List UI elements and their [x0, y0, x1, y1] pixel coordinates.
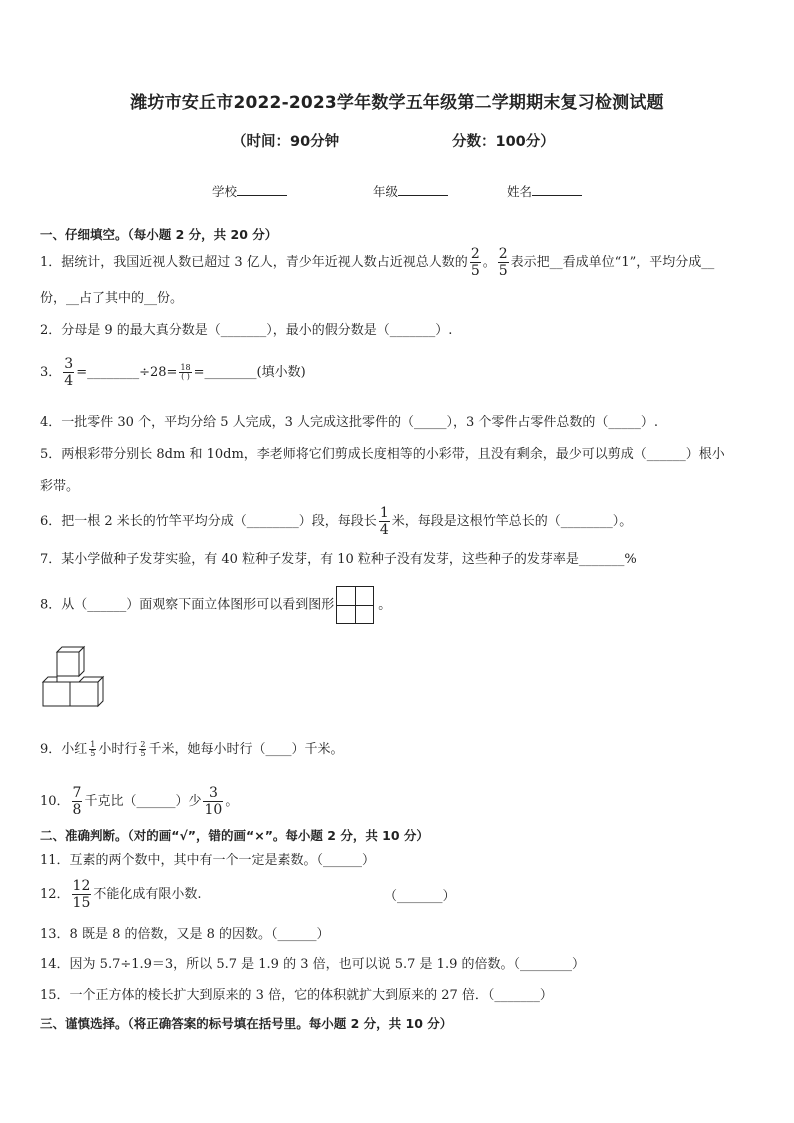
section-1-heading: 一、仔细填空。（每小题 2 分，共 20 分）: [40, 227, 278, 242]
exam-time: （时间：90分钟: [232, 134, 340, 150]
grade-label: 年级: [373, 184, 399, 199]
question-3: 3． $\frac{3}{4}$ =________÷28= $\frac{18}{( )}$ =________(填小数): [40, 356, 306, 389]
page-title: 潍坊市安丘市2022-2023学年数学五年级第二学期期末复习检测试题: [130, 93, 664, 113]
question-5-line2: 彩带。: [40, 479, 80, 494]
cube-face: [79, 647, 84, 676]
cube-face: [98, 677, 103, 706]
fraction-small: $\frac{18}{( )}$: [180, 363, 191, 381]
question-5: 5．两根彩带分别长 8dm 和 10dm，李老师将它们剪成长度相等的小彩带，且没有剩余，最少可以剪成（______）根小: [40, 447, 725, 462]
cube-face: [43, 682, 70, 706]
school-field[interactable]: [212, 182, 287, 200]
fraction: $\frac{3}{10}$: [204, 785, 223, 818]
question-1-line2: 份，__占了其中的__份。: [40, 291, 184, 306]
name-blank[interactable]: [532, 182, 582, 196]
question-1: 1．据统计，我国近视人数已超过 3 亿人，青少年近视人数占近视总人数的 $\frac{2}{5}$ 。 $\frac{2}{5}$ 表示把__看成单位“1”，平均分成__: [40, 246, 715, 279]
fraction: $\frac{3}{4}$: [64, 356, 74, 389]
question-6: 6．把一根 2 米长的竹竿平均分成（________）段，每段长 $\frac{1}{4}$ 米，每段是这根竹竿总长的（________）。: [40, 505, 633, 538]
question-2: 2．分母是 9 的最大真分数是（_______），最小的假分数是（_______）.: [40, 323, 453, 338]
question-12-answer: （_______）: [384, 889, 456, 904]
question-10: 10． $\frac{7}{8}$ 千克比（______）少 $\frac{3}{10}$ 。: [40, 785, 239, 818]
exam-score: 分数：100分）: [452, 134, 555, 150]
question-14: 14．因为 5.7÷1.9＝3，所以 5.7 是 1.9 的 3 倍，也可以说 5.7 是 1.9 的倍数。（________）: [40, 957, 585, 972]
cube-face: [70, 682, 98, 706]
name-field[interactable]: [507, 182, 582, 200]
fraction: $\frac{2}{5}$: [498, 246, 508, 279]
cube-face: [43, 677, 57, 682]
school-label: 学校: [212, 184, 238, 199]
fraction-small: $\frac{1}{5}$: [90, 740, 96, 758]
question-4: 4．一批零件 30 个，平均分给 5 人完成，3 人完成这批零件的（_____），3 个零件占零件总数的（_____）.: [40, 415, 659, 430]
name-label: 姓名: [507, 184, 533, 199]
question-7: 7．某小学做种子发芽实验，有 40 粒种子发芽，有 10 粒种子没有发芽，这些种子的发芽率是_______%: [40, 552, 637, 567]
fraction: $\frac{1}{4}$: [379, 505, 389, 538]
cube-face: [57, 652, 79, 676]
question-15: 15．一个正方体的棱长扩大到原来的 3 倍，它的体积就扩大到原来的 27 倍．（_______）: [40, 988, 553, 1003]
grade-blank[interactable]: [398, 182, 448, 196]
fraction-small: $\frac{2}{5}$: [140, 740, 146, 758]
question-8: 8．从（______）面观察下面立体图形可以看到图形 。: [40, 586, 391, 624]
grade-field[interactable]: [373, 182, 448, 200]
question-12: 12． $\frac{12}{15}$ 不能化成有限小数.: [40, 878, 202, 911]
two-by-two-grid-figure: [336, 586, 374, 624]
question-9: 9．小红 $\frac{1}{5}$ 小时行 $\frac{2}{5}$ 千米，她每小时行（____）千米。: [40, 740, 344, 758]
question-13: 13．8 既是 8 的倍数，又是 8 的因数。（______）: [40, 927, 330, 942]
fraction: $\frac{7}{8}$: [72, 785, 82, 818]
fraction: $\frac{12}{15}$: [72, 878, 91, 911]
cube-stack-figure: [40, 645, 110, 709]
question-11: 11．互素的两个数中，其中有一个一定是素数。（______）: [40, 853, 376, 868]
fraction: $\frac{2}{5}$: [470, 246, 480, 279]
section-3-heading: 三、谨慎选择。（将正确答案的标号填在括号里。每小题 2 分，共 10 分）: [40, 1016, 453, 1031]
section-2-heading: 二、准确判断。（对的画“√”，错的画“×”。每小题 2 分，共 10 分）: [40, 828, 429, 843]
school-blank[interactable]: [237, 182, 287, 196]
